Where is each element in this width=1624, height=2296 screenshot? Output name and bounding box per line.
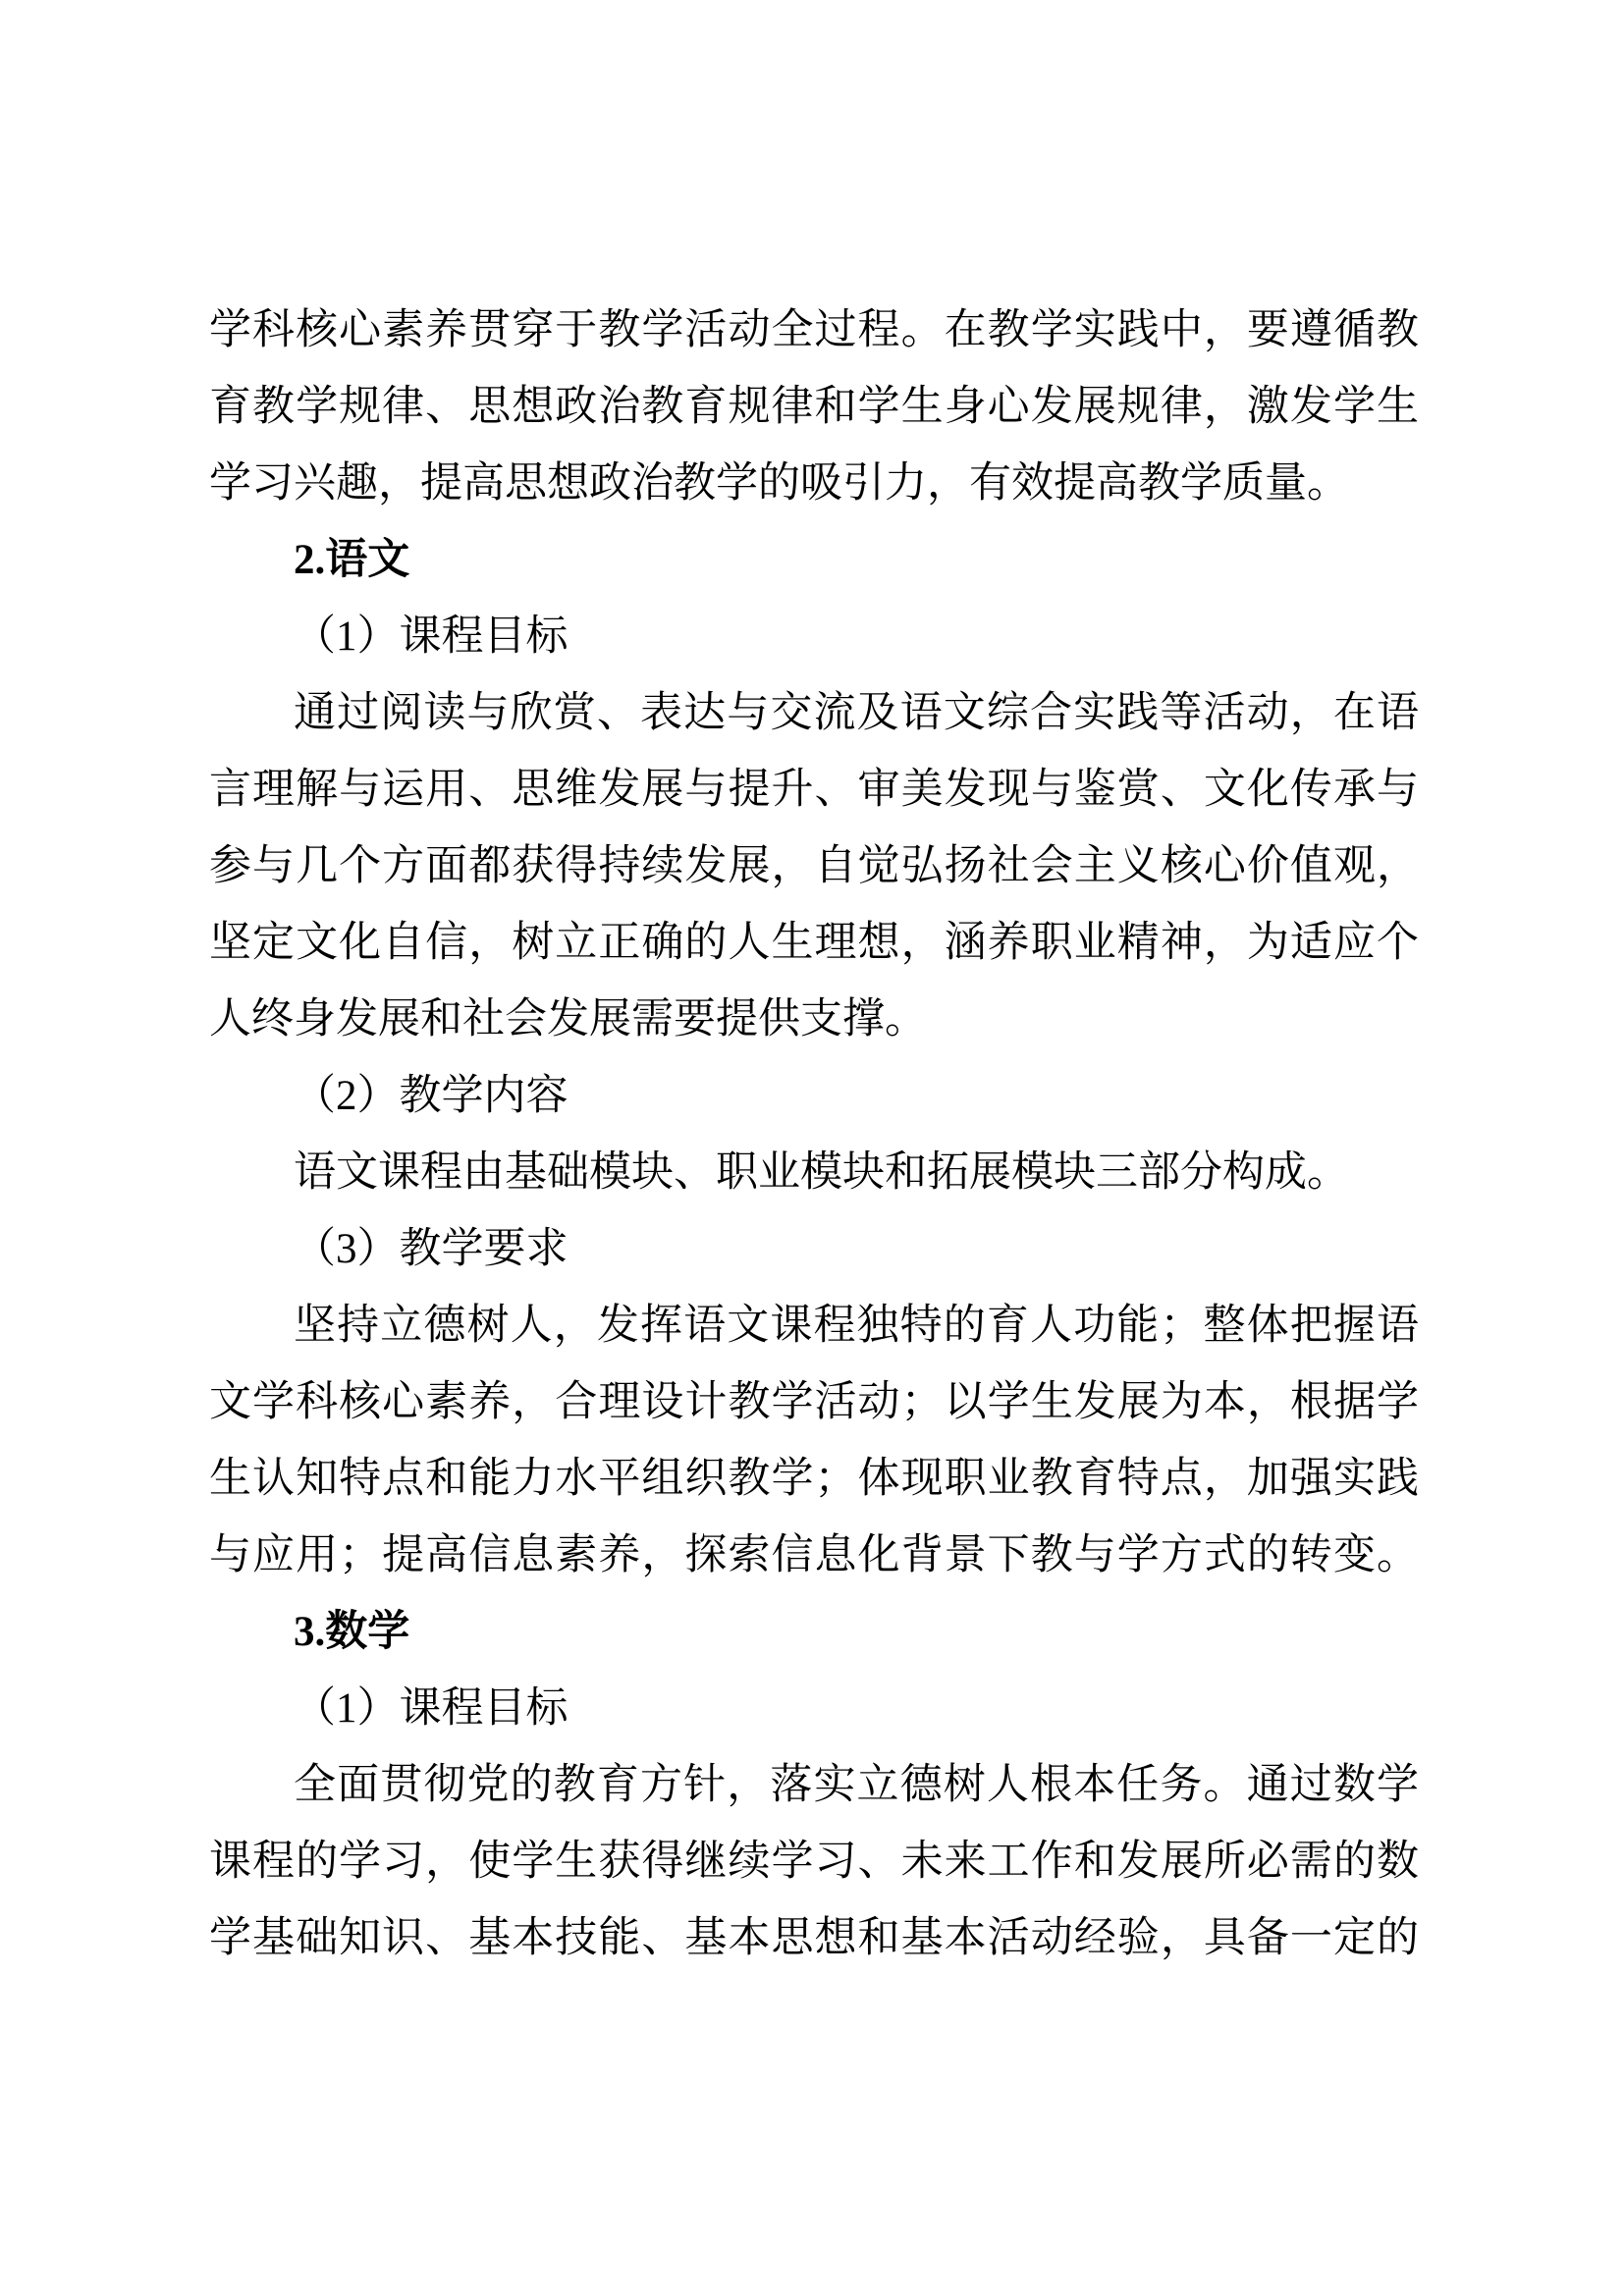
document-text (209, 293, 1419, 1977)
section-heading: 2.语文 (294, 537, 410, 583)
body-line: 文学科核心素养，合理设计教学活动；以学生发展为本，根据学 (209, 1379, 1419, 1425)
body-line: 学习兴趣，提高思想政治教学的吸引力，有效提高教学质量。 (209, 460, 1349, 507)
subsection-heading: （2）教学内容 (294, 1073, 568, 1119)
body-line: 学科核心素养贯穿于教学活动全过程。在教学实践中，要遵循教 (209, 307, 1419, 353)
body-line: 语文课程由基础模块、职业模块和拓展模块三部分构成。 (294, 1149, 1349, 1196)
body-line: 通过阅读与欣赏、表达与交流及语文综合实践等活动，在语 (294, 690, 1419, 736)
subsection-heading: （1）课程目标 (294, 1685, 568, 1732)
body-line: 生认知特点和能力水平组织教学；体现职业教育特点，加强实践 (209, 1456, 1419, 1502)
body-line: 坚持立德树人，发挥语文课程独特的育人功能；整体把握语 (294, 1303, 1419, 1349)
subsection-heading: （1）课程目标 (294, 614, 568, 660)
body-line: 坚定文化自信，树立正确的人生理想，涵养职业精神，为适应个 (209, 920, 1419, 966)
body-line: 与应用；提高信息素养，探索信息化背景下教与学方式的转变。 (209, 1532, 1419, 1578)
body-line: 全面贯彻党的教育方针，落实立德树人根本任务。通过数学 (294, 1762, 1419, 1808)
body-line: 课程的学习，使学生获得继续学习、未来工作和发展所必需的数 (209, 1839, 1419, 1885)
body-line: 人终身发展和社会发展需要提供支撑。 (209, 996, 927, 1042)
body-line: 参与几个方面都获得持续发展，自觉弘扬社会主义核心价值观， (209, 843, 1419, 889)
subsection-heading: （3）教学要求 (294, 1226, 568, 1272)
body-line: 言理解与运用、思维发展与提升、审美发现与鉴赏、文化传承与 (209, 767, 1419, 813)
body-line: 学基础知识、基本技能、基本思想和基本活动经验，具备一定的 (209, 1915, 1419, 1961)
section-heading: 3.数学 (294, 1609, 410, 1655)
body-line: 育教学规律、思想政治教育规律和学生身心发展规律，激发学生 (209, 384, 1419, 430)
